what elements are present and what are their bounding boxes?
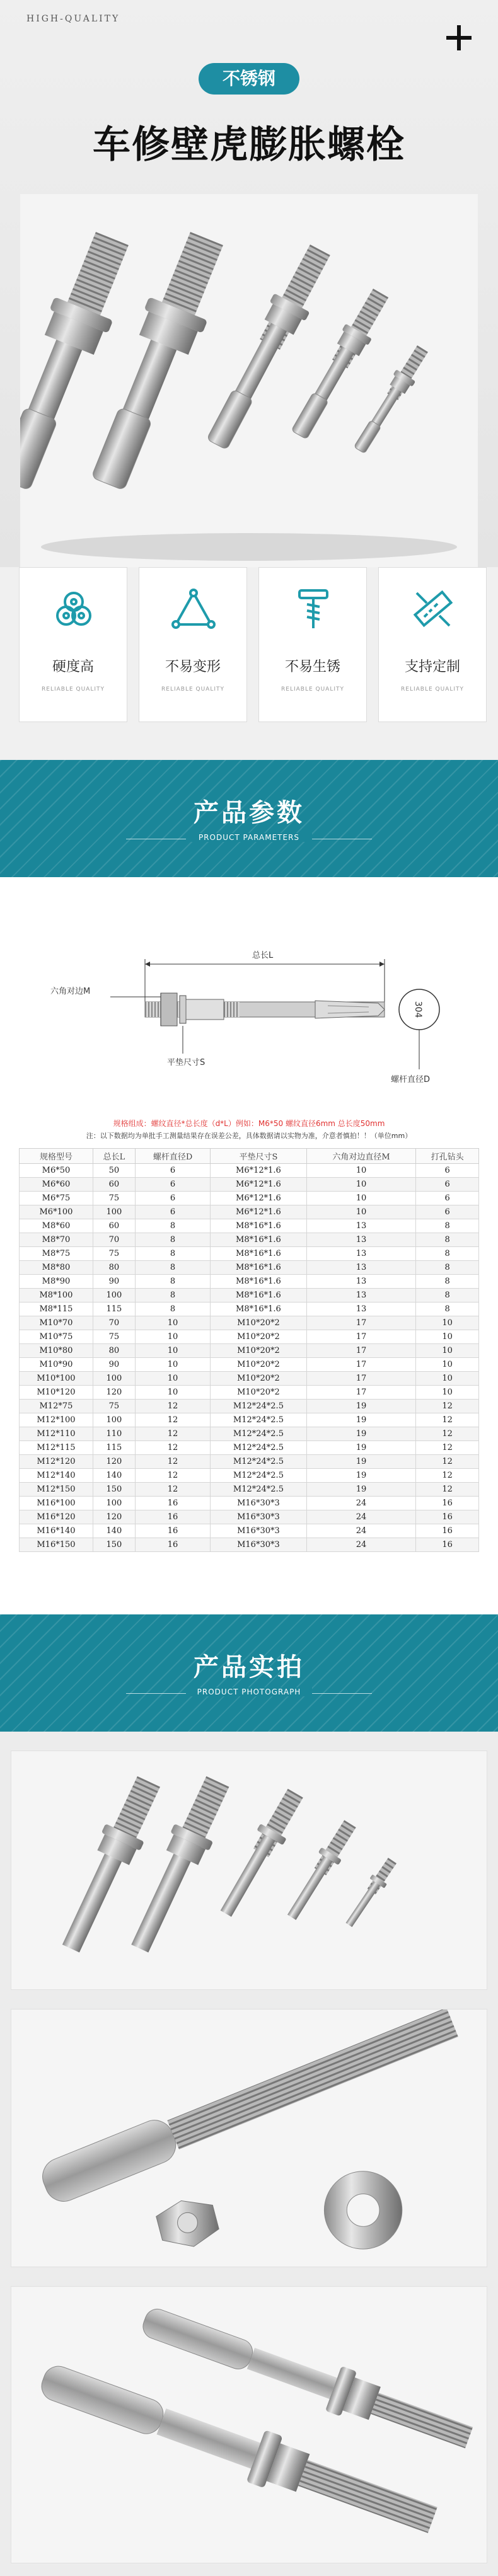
cell-model: M8*75 [20,1247,93,1261]
table-row [20,1400,479,1413]
cell-drill: 12 [416,1400,479,1413]
cell-diameter: 8 [135,1261,210,1275]
col-nut: 六角对边直径M [306,1149,416,1164]
cell-diameter: 10 [135,1386,210,1400]
cell-washer: M8*16*1.6 [211,1289,306,1302]
photo-banner [0,1614,498,1732]
cell-diameter: 16 [135,1497,210,1510]
feature-label: 不易变形 [165,659,221,675]
spec-disclaimer: 注：以下数据均为单批手工测量结果存在误差公差，具体数据请以实物为准，介意者慎拍！！（单位mm） [86,1132,412,1140]
cell-washer: M6*12*1.6 [211,1178,306,1192]
cell-model: M8*90 [20,1275,93,1289]
feature-sub: RELIABLE QUALITY [281,686,344,693]
cell-washer: M8*16*1.6 [211,1219,306,1233]
cell-length: 70 [93,1316,135,1330]
cell-washer: M10*20*2 [211,1372,306,1386]
cell-length: 60 [93,1219,135,1233]
cell-drill: 6 [416,1205,479,1219]
col-length: 总长L [93,1149,135,1164]
cell-nut: 24 [306,1497,416,1510]
cell-washer: M6*12*1.6 [211,1205,306,1219]
cell-diameter: 8 [135,1302,210,1316]
cell-length: 100 [93,1205,135,1219]
feature-sub: RELIABLE QUALITY [401,686,464,693]
cell-diameter: 12 [135,1441,210,1455]
table-row [20,1524,479,1538]
cell-diameter: 6 [135,1205,210,1219]
cell-model: M16*100 [20,1497,93,1510]
cell-model: M12*140 [20,1469,93,1483]
params-banner [0,760,498,877]
cell-length: 150 [93,1538,135,1552]
cell-nut: 13 [306,1219,416,1233]
cell-length: 80 [93,1344,135,1358]
cell-length: 60 [93,1178,135,1192]
cell-model: M10*80 [20,1344,93,1358]
cell-diameter: 16 [135,1538,210,1552]
cell-drill: 16 [416,1497,479,1510]
photo-subtitle: PRODUCT PHOTOGRAPH [186,1688,312,1696]
cell-diameter: 6 [135,1192,210,1205]
cell-diameter: 6 [135,1164,210,1178]
ruler-icon [410,587,456,632]
cell-washer: M12*24*2.5 [211,1427,306,1441]
cell-drill: 10 [416,1386,479,1400]
cell-nut: 13 [306,1247,416,1261]
table-row [20,1483,479,1497]
cell-model: M10*75 [20,1330,93,1344]
hero-section [0,0,498,567]
cell-drill: 16 [416,1510,479,1524]
cell-length: 140 [93,1469,135,1483]
table-row [20,1427,479,1441]
cell-diameter: 8 [135,1219,210,1233]
cell-nut: 13 [306,1261,416,1275]
washer-label: 平垫尺寸S [167,1058,206,1067]
cell-nut: 19 [306,1427,416,1441]
table-row [20,1372,479,1386]
table-row [20,1233,479,1247]
cell-model: M6*60 [20,1178,93,1192]
cell-nut: 19 [306,1400,416,1413]
length-label: 总长L [252,951,274,960]
feature-sub: RELIABLE QUALITY [42,686,105,693]
table-row [20,1469,479,1483]
cell-diameter: 12 [135,1483,210,1497]
cell-washer: M8*16*1.6 [211,1261,306,1275]
cell-length: 100 [93,1413,135,1427]
cell-nut: 17 [306,1344,416,1358]
feature-label: 硬度高 [52,659,94,675]
cell-drill: 10 [416,1316,479,1330]
cell-length: 120 [93,1386,135,1400]
cell-length: 70 [93,1233,135,1247]
cell-nut: 17 [306,1372,416,1386]
cell-model: M8*70 [20,1233,93,1247]
cell-diameter: 10 [135,1344,210,1358]
cell-length: 120 [93,1455,135,1469]
col-diameter: 螺杆直径D [135,1149,210,1164]
table-row [20,1497,479,1510]
cell-drill: 10 [416,1372,479,1386]
cell-washer: M16*30*3 [211,1510,306,1524]
cell-washer: M10*20*2 [211,1358,306,1372]
cell-diameter: 10 [135,1358,210,1372]
cell-model: M6*75 [20,1192,93,1205]
col-drill: 打孔钻头 [416,1149,479,1164]
bolt-dimension-diagram [50,928,454,1091]
cell-washer: M6*12*1.6 [211,1192,306,1205]
cell-nut: 10 [306,1205,416,1219]
cell-drill: 8 [416,1233,479,1247]
cell-drill: 12 [416,1413,479,1427]
cell-washer: M10*20*2 [211,1386,306,1400]
cell-washer: M6*12*1.6 [211,1164,306,1178]
cell-length: 120 [93,1510,135,1524]
cell-diameter: 6 [135,1178,210,1192]
cell-model: M12*110 [20,1427,93,1441]
cell-drill: 12 [416,1469,479,1483]
cell-diameter: 12 [135,1400,210,1413]
cell-diameter: 12 [135,1469,210,1483]
table-row [20,1247,479,1261]
screw-icon [291,587,336,632]
cell-nut: 19 [306,1483,416,1497]
cell-model: M12*100 [20,1413,93,1427]
cell-nut: 13 [306,1275,416,1289]
cell-diameter: 12 [135,1455,210,1469]
tagline: HIGH-QUALITY [26,14,120,24]
cell-nut: 10 [306,1192,416,1205]
material-badge: 不锈钢 [199,63,299,95]
spec-note: 规格组成：螺纹直径*总长度（d*L）例如：M6*50 螺纹直径6mm 总长度50mm [113,1119,385,1128]
cell-diameter: 12 [135,1427,210,1441]
cell-drill: 8 [416,1247,479,1261]
cell-model: M10*120 [20,1386,93,1400]
cell-model: M8*60 [20,1219,93,1233]
cell-washer: M12*24*2.5 [211,1483,306,1497]
cell-nut: 13 [306,1233,416,1247]
table-row [20,1386,479,1400]
cell-drill: 10 [416,1344,479,1358]
feature-card-custom [378,567,487,722]
cell-nut: 10 [306,1178,416,1192]
cell-diameter: 16 [135,1524,210,1538]
cell-model: M8*115 [20,1302,93,1316]
photo-title: 产品实拍 [194,1653,304,1682]
cell-diameter: 8 [135,1233,210,1247]
cell-nut: 13 [306,1302,416,1316]
cell-washer: M12*24*2.5 [211,1469,306,1483]
cell-nut: 17 [306,1386,416,1400]
cell-model: M16*120 [20,1510,93,1524]
cell-washer: M12*24*2.5 [211,1413,306,1427]
plus-icon[interactable] [446,25,472,50]
triangle-icon [171,587,216,632]
cell-length: 150 [93,1483,135,1497]
cell-nut: 24 [306,1538,416,1552]
cell-model: M12*150 [20,1483,93,1497]
cell-drill: 6 [416,1192,479,1205]
cell-drill: 10 [416,1330,479,1344]
cell-washer: M16*30*3 [211,1524,306,1538]
col-model: 规格型号 [20,1149,93,1164]
cell-diameter: 10 [135,1372,210,1386]
cell-model: M12*120 [20,1455,93,1469]
photo-gallery [0,1732,498,2576]
cell-nut: 17 [306,1330,416,1344]
feature-card-no-deform [139,567,247,722]
cell-nut: 24 [306,1524,416,1538]
cell-length: 140 [93,1524,135,1538]
params-title: 产品参数 [194,798,304,827]
cell-nut: 13 [306,1289,416,1302]
cell-length: 110 [93,1427,135,1441]
params-section [0,877,498,1614]
table-row [20,1164,479,1178]
cell-drill: 6 [416,1164,479,1178]
cell-drill: 8 [416,1219,479,1233]
table-row [20,1219,479,1233]
product-title: 车修壁虎膨胀螺栓 [93,123,405,167]
table-row [20,1413,479,1427]
cell-nut: 17 [306,1358,416,1372]
cell-length: 100 [93,1289,135,1302]
table-row [20,1344,479,1358]
cell-nut: 19 [306,1441,416,1455]
nut-label: 六角对边M [50,987,91,996]
cell-diameter: 10 [135,1316,210,1330]
cell-nut: 19 [306,1413,416,1427]
features-row [0,567,498,760]
cell-washer: M16*30*3 [211,1497,306,1510]
cell-model: M10*70 [20,1316,93,1330]
cell-model: M6*50 [20,1164,93,1178]
table-row [20,1538,479,1552]
cell-nut: 24 [306,1510,416,1524]
cell-length: 75 [93,1330,135,1344]
cell-model: M8*80 [20,1261,93,1275]
table-row [20,1510,479,1524]
cell-washer: M8*16*1.6 [211,1233,306,1247]
cell-drill: 12 [416,1427,479,1441]
cell-drill: 16 [416,1524,479,1538]
cell-nut: 10 [306,1164,416,1178]
cell-model: M16*140 [20,1524,93,1538]
cell-washer: M8*16*1.6 [211,1247,306,1261]
feature-card-rustproof [258,567,367,722]
params-subtitle: PRODUCT PARAMETERS [186,833,312,842]
cell-drill: 8 [416,1261,479,1275]
table-row [20,1178,479,1192]
cell-model: M16*150 [20,1538,93,1552]
cell-nut: 19 [306,1469,416,1483]
spec-table-body [20,1164,479,1552]
cell-diameter: 16 [135,1510,210,1524]
cell-model: M12*115 [20,1441,93,1455]
cell-drill: 10 [416,1358,479,1372]
feature-label: 支持定制 [404,659,460,675]
col-washer: 平垫尺寸S [211,1149,306,1164]
cell-length: 100 [93,1372,135,1386]
table-row [20,1192,479,1205]
cell-diameter: 8 [135,1275,210,1289]
feature-card-hardness [19,567,127,722]
table-row [20,1455,479,1469]
cell-length: 75 [93,1247,135,1261]
cell-diameter: 12 [135,1413,210,1427]
cell-washer: M12*24*2.5 [211,1441,306,1455]
table-row [20,1330,479,1344]
cell-length: 90 [93,1275,135,1289]
hero-product-image [20,194,478,567]
cell-drill: 6 [416,1178,479,1192]
spec-header-row [20,1149,479,1164]
cell-length: 100 [93,1497,135,1510]
material-mark: 304 [413,1001,423,1018]
feature-label: 不易生锈 [284,659,340,675]
cell-drill: 12 [416,1441,479,1455]
cell-model: M8*100 [20,1289,93,1302]
coins-icon [51,587,96,632]
cell-washer: M12*24*2.5 [211,1400,306,1413]
cell-drill: 16 [416,1538,479,1552]
diameter-label: 螺杆直径D [391,1075,431,1084]
cell-diameter: 8 [135,1289,210,1302]
cell-washer: M12*24*2.5 [211,1455,306,1469]
cell-length: 115 [93,1441,135,1455]
cell-washer: M16*30*3 [211,1538,306,1552]
spec-table [19,1148,479,1552]
cell-length: 75 [93,1192,135,1205]
cell-model: M12*75 [20,1400,93,1413]
cell-washer: M10*20*2 [211,1330,306,1344]
table-row [20,1261,479,1275]
product-photo-parts [11,2009,487,2267]
cell-drill: 8 [416,1275,479,1289]
product-photo-assortment [11,1751,487,1990]
cell-nut: 17 [306,1316,416,1330]
table-row [20,1205,479,1219]
cell-washer: M8*16*1.6 [211,1302,306,1316]
table-row [20,1275,479,1289]
cell-drill: 12 [416,1455,479,1469]
cell-washer: M8*16*1.6 [211,1275,306,1289]
cell-length: 115 [93,1302,135,1316]
cell-drill: 8 [416,1289,479,1302]
cell-drill: 8 [416,1302,479,1316]
cell-model: M10*90 [20,1358,93,1372]
table-row [20,1316,479,1330]
table-row [20,1289,479,1302]
cell-length: 75 [93,1400,135,1413]
feature-sub: RELIABLE QUALITY [161,686,224,693]
product-photo-pair [11,2286,487,2563]
cell-drill: 12 [416,1483,479,1497]
cell-diameter: 8 [135,1247,210,1261]
cell-nut: 19 [306,1455,416,1469]
cell-washer: M10*20*2 [211,1316,306,1330]
cell-model: M10*100 [20,1372,93,1386]
cell-model: M6*100 [20,1205,93,1219]
cell-diameter: 10 [135,1330,210,1344]
table-row [20,1302,479,1316]
cell-washer: M10*20*2 [211,1344,306,1358]
table-row [20,1441,479,1455]
cell-length: 50 [93,1164,135,1178]
cell-length: 90 [93,1358,135,1372]
cell-length: 80 [93,1261,135,1275]
table-row [20,1358,479,1372]
